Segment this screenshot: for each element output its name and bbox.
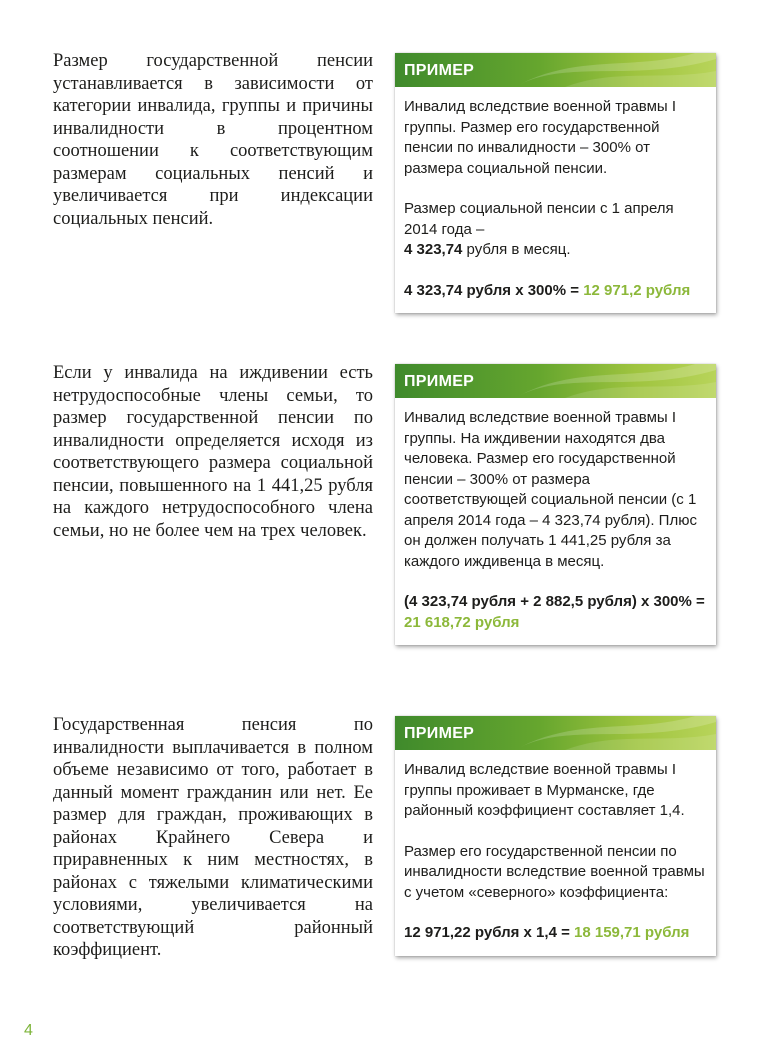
example-formula: 4 323,74 рубля х 300% = 12 971,2 рубля bbox=[404, 281, 691, 299]
example-text: Инвалид вследствие военной травмы I группы. Размер его государственной пенсии по инвалидности – 300% от размера социальной пенсии. bbox=[404, 98, 677, 177]
example-title: ПРИМЕР bbox=[404, 725, 475, 742]
example-formula: 12 971,22 рубля х 1,4 = 18 159,71 рубля bbox=[404, 924, 690, 941]
example-result: 12 971,2 рубля bbox=[583, 281, 691, 299]
example-result: 18 159,71 рубля bbox=[574, 924, 690, 941]
example-text-2: Размер социальной пенсии с 1 апреля 2014 года – 4 323,74 рубля в месяц. bbox=[404, 200, 674, 258]
example-body bbox=[395, 398, 716, 645]
example-text: Инвалид вследствие военной травмы I группы проживает в Мурманске, где районный коэффициент составляет 1,4. bbox=[404, 761, 685, 819]
example-card-1 bbox=[395, 53, 716, 313]
example-card-2 bbox=[395, 364, 716, 645]
example-title: ПРИМЕР bbox=[404, 62, 475, 79]
page-number: 4 bbox=[24, 1022, 33, 1039]
example-title: ПРИМЕР bbox=[404, 373, 475, 390]
paragraph-northern-coefficient: Государственная пенсия по инвалидности выплачивается в полном объеме независимо от того, работает в данный момент гражданин или нет. Ее размер для граждан, проживающих в районах Крайнего Севера и приравненных к ним местностях, в районах с тяжелыми климатическими условиями, увеличивается на соответствующий районный коэффициент. bbox=[53, 715, 373, 960]
example-header bbox=[395, 364, 716, 398]
example-text-2: Размер его государственной пенсии по инвалидности вследствие военной травмы с учетом «северного» коэффициента: bbox=[404, 842, 705, 901]
example-text: Инвалид вследствие военной травмы I группы. На иждивении находятся два человека. Размер его государственной пенсии – 300% от размера соответствующей социальной пенсии (с 1 апреля 2014 года – 4 323,74 рубля). Плюс он должен получать 1 441,25 рубля за каждого иждивенца в месяц. bbox=[404, 409, 697, 570]
example-result: 21 618,72 рубля bbox=[404, 613, 520, 631]
example-body bbox=[395, 87, 716, 313]
example-header bbox=[395, 716, 716, 750]
example-body bbox=[395, 750, 716, 956]
example-header bbox=[395, 53, 716, 87]
example-card-3 bbox=[395, 716, 716, 956]
paragraph-pension-size: Размер государственной пенсии устанавливается в зависимости от категории инвалида, группы и причины инвалидности в процентном соотношении к соответствующим размерам социальных пенсий и увеличивается при индексации социальных пенсий. bbox=[53, 51, 373, 229]
example-formula: (4 323,74 рубля + 2 882,5 рубля) х 300% = 21 618,72 рубля bbox=[404, 593, 705, 631]
paragraph-dependents: Если у инвалида на иждивении есть нетрудоспособные члены семьи, то размер государственной пенсии по инвалидности определяется исходя из соответствующего размера социальной пенсии, повышенного на 1 441,25 рубля на каждого нетрудоспособного члена семьи, но не более чем на трех человек. bbox=[53, 363, 373, 541]
